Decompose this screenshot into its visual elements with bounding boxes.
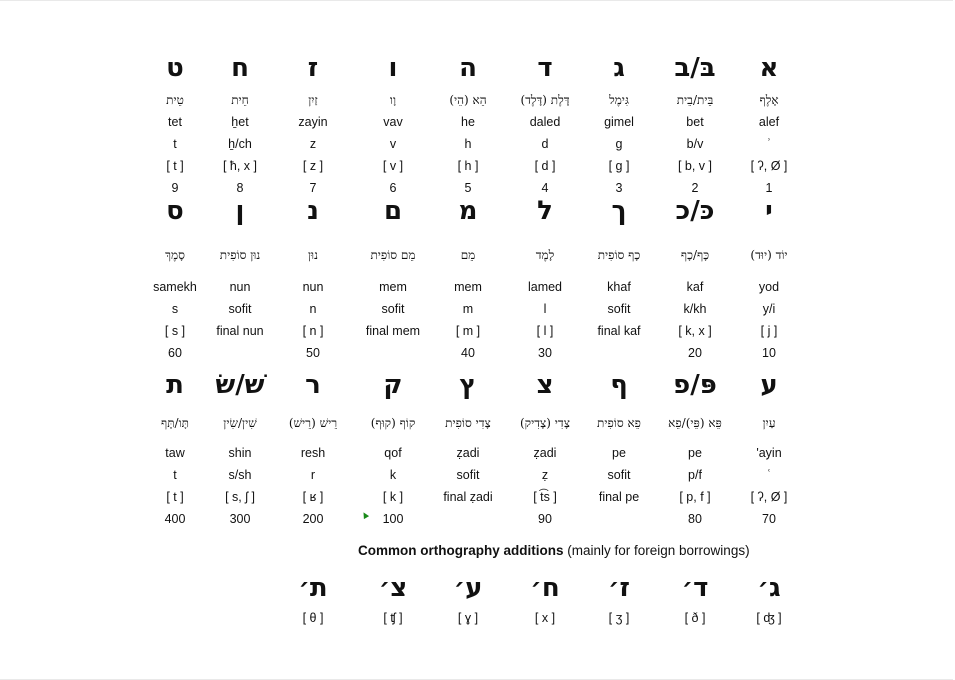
hebrew-name: צָדִי (צָדִיק) (519, 416, 570, 430)
letter: ת (166, 370, 184, 400)
letter-cell (734, 50, 804, 200)
hebrew-name: יוֹד (יוּד) (750, 248, 788, 262)
letter: ץ (459, 370, 477, 400)
hebrew-name: וָו (389, 93, 397, 107)
letter: ל (537, 196, 553, 226)
hebrew-name: קוֹף (קוּף) (370, 416, 416, 430)
ipa: [ k, x ] (678, 324, 712, 338)
numeric-value: 7 (309, 181, 317, 195)
letter-name: alef (758, 115, 780, 129)
numeric-value: 60 (168, 346, 182, 360)
hebrew-name: נוּן (307, 248, 319, 262)
letter-cell (140, 367, 210, 526)
letter-name: nun (229, 280, 251, 294)
letter-cell (358, 367, 428, 526)
addition-letter: ת׳ (298, 573, 328, 603)
numeric-value: 3 (615, 181, 623, 195)
letter: י (765, 196, 773, 226)
letter: א (759, 53, 779, 83)
ipa: [ n ] (302, 324, 324, 338)
hebrew-name: אָלֶף (759, 93, 779, 107)
letter-cell (205, 50, 275, 200)
transliteration: s (171, 302, 179, 316)
letter-cell (734, 367, 804, 526)
letter-cell (278, 367, 348, 526)
letter-name: daled (529, 115, 561, 129)
addition-cell (734, 572, 804, 632)
transliteration: t (173, 137, 177, 151)
numeric-value: 5 (464, 181, 472, 195)
letter-name: taw (165, 446, 185, 460)
numeric-value: 4 (541, 181, 549, 195)
ipa: [ d ] (534, 159, 556, 173)
ipa: [ g ] (608, 159, 630, 173)
letter: שׁ/שׂ (215, 370, 265, 400)
numeric-value: 80 (688, 512, 702, 526)
hebrew-name: טֵית (166, 93, 184, 107)
addition-letter: ח׳ (530, 573, 560, 603)
ipa: [ ʔ, Ø ] (750, 490, 788, 504)
addition-letter: ג׳ (757, 573, 781, 603)
letter-cell (140, 193, 210, 360)
letter-name: bet (686, 115, 704, 129)
ipa: [ ħ, x ] (222, 159, 258, 173)
transliteration: y/i (762, 302, 776, 316)
letter-name: he (461, 115, 475, 129)
letter: ן (235, 196, 245, 226)
ipa: [ z ] (302, 159, 324, 173)
ipa: final pe (598, 490, 640, 504)
letter-cell (433, 193, 503, 360)
transliteration: p/f (688, 468, 702, 482)
addition-letter: ז׳ (608, 573, 630, 603)
hebrew-name: עַיִן (762, 416, 776, 430)
letter-cell (278, 50, 348, 200)
letter-cell (510, 193, 580, 360)
letter-name: samekh (153, 280, 197, 294)
ipa: [ j ] (760, 324, 778, 338)
letter: בּ/ב (674, 53, 716, 83)
addition-cell (358, 572, 428, 632)
letter-name: khaf (607, 280, 631, 294)
transliteration: k (389, 468, 397, 482)
transliteration: h (464, 137, 472, 151)
letter-name: shin (228, 446, 252, 460)
letter-name: 'ayin (756, 446, 782, 460)
hebrew-name: שִׁין/שִׂין (223, 416, 257, 430)
letter-cell (660, 193, 730, 360)
hebrew-name: סָמֶךְ (165, 248, 185, 262)
transliteration: s/sh (228, 468, 252, 482)
ipa: [ h ] (457, 159, 479, 173)
transliteration: d (541, 137, 549, 151)
hebrew-name: מֵם סוֹפִית (370, 248, 416, 262)
numeric-value: 8 (236, 181, 244, 195)
letter-cell (205, 367, 275, 526)
hebrew-name: פֵא סוֹפִית (597, 416, 641, 430)
letter: ג (613, 53, 625, 83)
letter: ף (610, 370, 628, 400)
numeric-value: 70 (762, 512, 776, 526)
letter-cell (140, 50, 210, 200)
letter-name: gimel (604, 115, 634, 129)
numeric-value: 10 (762, 346, 776, 360)
letter-name: yod (758, 280, 780, 294)
letter-name: kaf (686, 280, 704, 294)
letter: ך (611, 196, 627, 226)
letter-name: ẖet (231, 115, 249, 129)
letter-name: resh (300, 446, 326, 460)
letter-name: qof (384, 446, 402, 460)
transliteration: k/kh (683, 302, 707, 316)
letter: ר (305, 370, 321, 400)
ipa: [ k ] (382, 490, 404, 504)
addition-ipa: [ θ ] (302, 611, 324, 625)
addition-ipa: [ ʒ ] (608, 611, 630, 625)
numeric-value: 40 (461, 346, 475, 360)
transliteration: sofit (228, 302, 252, 316)
hebrew-name: רֵישׁ (רֵישׁ) (288, 416, 338, 430)
letter-cell (584, 50, 654, 200)
hebrew-name: כָּף/כָף (680, 248, 710, 262)
letter-name: mem (454, 280, 482, 294)
numeric-value: 400 (164, 512, 186, 526)
ipa: final kaf (597, 324, 641, 338)
letter-name: lamed (527, 280, 563, 294)
numeric-value: 9 (171, 181, 179, 195)
ipa: [ l ] (536, 324, 554, 338)
letter-cell (433, 50, 503, 200)
letter-cell (433, 367, 503, 517)
transliteration: g (615, 137, 623, 151)
transliteration: ʿ (766, 468, 772, 482)
ipa: [ ʁ ] (302, 490, 324, 504)
letter-cell (358, 193, 428, 343)
ipa: [ ʔ, Ø ] (750, 159, 788, 173)
ipa: [ t͡s ] (533, 490, 557, 504)
numeric-value: 6 (389, 181, 397, 195)
hebrew-name: צָדִי סוֹפִית (445, 416, 491, 430)
letter: ו (388, 53, 398, 83)
hebrew-name: תָּו/תָּף (161, 416, 189, 430)
addition-ipa: [ ʤ ] (756, 611, 782, 625)
addition-ipa: [ x ] (534, 611, 556, 625)
transliteration: ẓ (541, 468, 549, 482)
ipa: [ t ] (166, 159, 184, 173)
letter: מ (458, 196, 478, 226)
transliteration: z (309, 137, 317, 151)
addition-cell (584, 572, 654, 632)
addition-cell (278, 572, 348, 632)
letter: ם (383, 196, 403, 226)
transliteration: ʾ (766, 137, 772, 151)
letter-name: nun (302, 280, 324, 294)
letter: ז (307, 53, 319, 83)
letter-cell (358, 50, 428, 200)
numeric-value: 50 (306, 346, 320, 360)
transliteration: sofit (607, 468, 631, 482)
letter-cell (510, 50, 580, 200)
letter: ק (383, 370, 403, 400)
letter: נ (307, 196, 319, 226)
numeric-value: 30 (538, 346, 552, 360)
letter-name: pe (612, 446, 626, 460)
transliteration: sofit (456, 468, 480, 482)
transliteration: v (389, 137, 397, 151)
letter-cell (660, 367, 730, 526)
numeric-value: 100 (382, 512, 404, 526)
numeric-value: 200 (302, 512, 324, 526)
hebrew-name: נוּן סוֹפִית (219, 248, 261, 262)
letter-name: zayin (298, 115, 328, 129)
transliteration: ẖ/ch (228, 137, 252, 151)
ipa: final mem (365, 324, 421, 338)
numeric-value: 2 (691, 181, 699, 195)
transliteration: r (310, 468, 316, 482)
letter: ט (166, 53, 184, 83)
transliteration: b/v (686, 137, 704, 151)
hebrew-name: כָף סוֹפִית (597, 248, 641, 262)
transliteration: sofit (381, 302, 405, 316)
addition-letter: צ׳ (378, 573, 408, 603)
numeric-value: 20 (688, 346, 702, 360)
letter-cell (278, 193, 348, 360)
letter: ח (231, 53, 249, 83)
additions-title (358, 543, 750, 558)
letter-cell (734, 193, 804, 360)
letter: ע (760, 370, 778, 400)
letter: כּ/כ (675, 196, 715, 226)
letter: ד (537, 53, 553, 83)
addition-ipa: [ ʧ ] (383, 611, 403, 625)
ipa: [ m ] (455, 324, 481, 338)
ipa: [ s ] (164, 324, 186, 338)
transliteration: sofit (607, 302, 631, 316)
addition-ipa: [ ð ] (684, 611, 706, 625)
additions-title-bold: Common orthography additions (358, 543, 564, 558)
letter-cell (510, 367, 580, 526)
ipa: [ b, v ] (677, 159, 713, 173)
ipa: [ p, f ] (679, 490, 711, 504)
ipa: [ v ] (382, 159, 404, 173)
addition-letter: ע׳ (453, 573, 483, 603)
letter: פּ/פ (673, 370, 717, 400)
hebrew-name: לָמֶד (535, 248, 555, 262)
hebrew-name: זַיִן (308, 93, 318, 107)
ipa: final ẓadi (443, 490, 493, 504)
letter-name: ẓadi (533, 446, 557, 460)
hebrew-name: דָּלֶת (דָּלֶד) (520, 93, 570, 107)
transliteration: m (462, 302, 474, 316)
numeric-value: 1 (765, 181, 773, 195)
letter-name: ẓadi (456, 446, 480, 460)
letter: צ (536, 370, 554, 400)
numeric-value: 300 (229, 512, 251, 526)
letter-cell (660, 50, 730, 200)
transliteration: t (173, 468, 177, 482)
ipa: [ s, ʃ ] (225, 490, 255, 504)
letter-name: tet (168, 115, 182, 129)
hebrew-name: בֵּית/בֵית (676, 93, 714, 107)
letter-name: vav (383, 115, 403, 129)
ipa: final nun (216, 324, 264, 338)
letter-cell (584, 367, 654, 517)
letter-name: pe (688, 446, 702, 460)
letter-cell (584, 193, 654, 343)
transliteration: l (543, 302, 547, 316)
addition-cell (660, 572, 730, 632)
ipa: [ t ] (166, 490, 184, 504)
addition-cell (510, 572, 580, 632)
numeric-value: 90 (538, 512, 552, 526)
hebrew-name: חֵית (231, 93, 249, 107)
addition-cell (433, 572, 503, 632)
addition-ipa: [ ɣ ] (457, 611, 479, 625)
hebrew-name: גִּימֶל (609, 93, 629, 107)
letter-name: mem (379, 280, 407, 294)
additions-title-rest: (mainly for foreign borrowings) (563, 543, 750, 558)
letter: ס (166, 196, 184, 226)
letter-cell (205, 193, 275, 343)
hebrew-name: הֵא (הֵי) (449, 93, 487, 107)
transliteration: n (309, 302, 317, 316)
letter: ה (459, 53, 477, 83)
hebrew-name: פֵּא (פֵּי)/פֵא (668, 416, 722, 430)
hebrew-name: מֵם (460, 248, 476, 262)
addition-letter: ד׳ (681, 573, 709, 603)
